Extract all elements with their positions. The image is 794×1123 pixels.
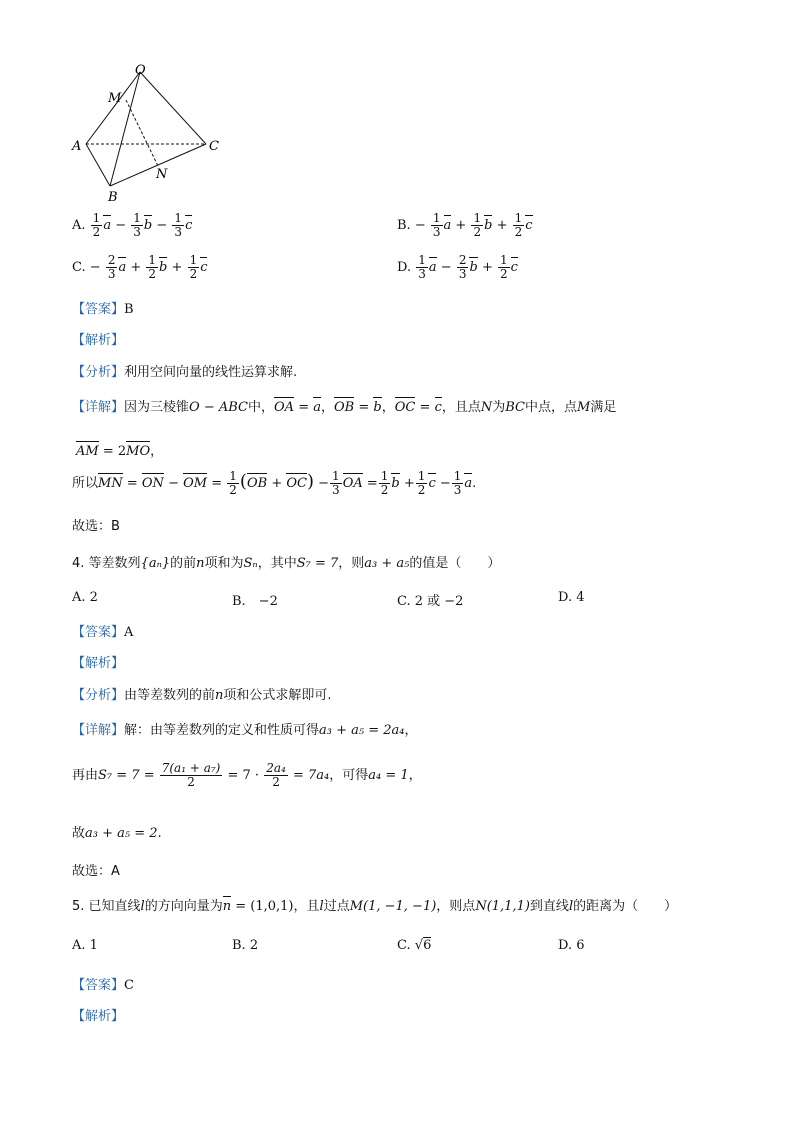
- label-n: N: [156, 167, 168, 182]
- q3-analysis-tag: 【解析】: [72, 333, 125, 348]
- q5-analysis-tag: 【解析】: [72, 1009, 125, 1024]
- q4-option-d: D. 4: [558, 590, 585, 605]
- q4-conclusion: 故a₃ + a₅ = 2.: [72, 826, 162, 841]
- label-b: B: [108, 190, 118, 205]
- q5-stem: 5. 已知直线l的方向向量为n = (1,0,1)，且l过点M(1, −1, −1)，则点N(1,1,1)到直线l的距离为（ ）: [72, 899, 678, 914]
- q5-option-c: C. √6: [397, 938, 432, 953]
- q5-answer: 【答案】C: [72, 978, 134, 993]
- q4-option-b: B. −2: [232, 594, 278, 609]
- q4-answer: 【答案】A: [72, 625, 134, 640]
- q3-choose: 故选：B: [72, 519, 120, 534]
- q4-choose: 故选：A: [72, 864, 120, 879]
- q4-option-a: A. 2: [72, 590, 98, 605]
- sqrt-sign: √: [414, 938, 424, 953]
- q3-fenxi: 【分析】利用空间向量的线性运算求解.: [72, 365, 298, 380]
- q5-option-b: B. 2: [232, 938, 259, 953]
- q3-detail: 【详解】因为三棱锥O − ABC中，OA = a，OB = b，OC = c，且点N为BC中点，点M满足: [72, 400, 617, 415]
- q5-option-a: A. 1: [72, 938, 98, 953]
- q4-derivation: 再由S₇ = 7 = $\frac{\text{7(a₁ + a₇)}}{2}$ = 7 · $\frac{\text{2a₄}}{2}$ = 7a₄，可得a₄ = 1，: [72, 761, 422, 789]
- q5-option-d: D. 6: [558, 938, 585, 953]
- q4-detail: 【详解】解：由等差数列的定义和性质可得a₃ + a₅ = 2a₄，: [72, 723, 418, 738]
- q3-answer: 【答案】B: [72, 302, 134, 317]
- q3-derivation: 所以MN = ON − OM = $\frac{1}{2}$ (OB + OC) − $\frac{1}{3}$ OA = $\frac{1}{2}$ b + $\frac{1}{2}$ c − $\frac{1}{3}$ a.: [72, 469, 477, 497]
- q3-option-b: B. − $\frac{1}{3}$ a + $\frac{1}{2}$ b + $\frac{1}{2}$ c: [397, 211, 533, 239]
- q4-analysis-tag: 【解析】: [72, 656, 125, 671]
- label-c: C: [209, 139, 219, 154]
- q3-option-d: D. $\frac{1}{3}$ a − $\frac{2}{3}$ b + $\frac{1}{2}$ c: [397, 253, 518, 281]
- q4-fenxi: 【分析】由等差数列的前n项和公式求解即可.: [72, 688, 332, 703]
- q3-condition: AM = 2MO，: [76, 444, 164, 459]
- q3-option-a: A. $\frac{1}{2}$ a − $\frac{1}{3}$ b − $\frac{1}{3}$ c: [72, 211, 193, 239]
- label-m: M: [108, 91, 122, 106]
- q4-option-c: C. 2 或 −2: [397, 594, 464, 609]
- label-o: O: [135, 63, 146, 78]
- tetrahedron-figure: [70, 60, 230, 205]
- label-a: A: [72, 139, 82, 154]
- q3-option-c: C. − $\frac{2}{3}$ a + $\frac{1}{2}$ b + $\frac{1}{2}$ c: [72, 253, 208, 281]
- q4-stem: 4. 等差数列{aₙ}的前n项和为Sₙ，其中S₇ = 7，则a₃ + a₅的值是（ ）: [72, 556, 501, 571]
